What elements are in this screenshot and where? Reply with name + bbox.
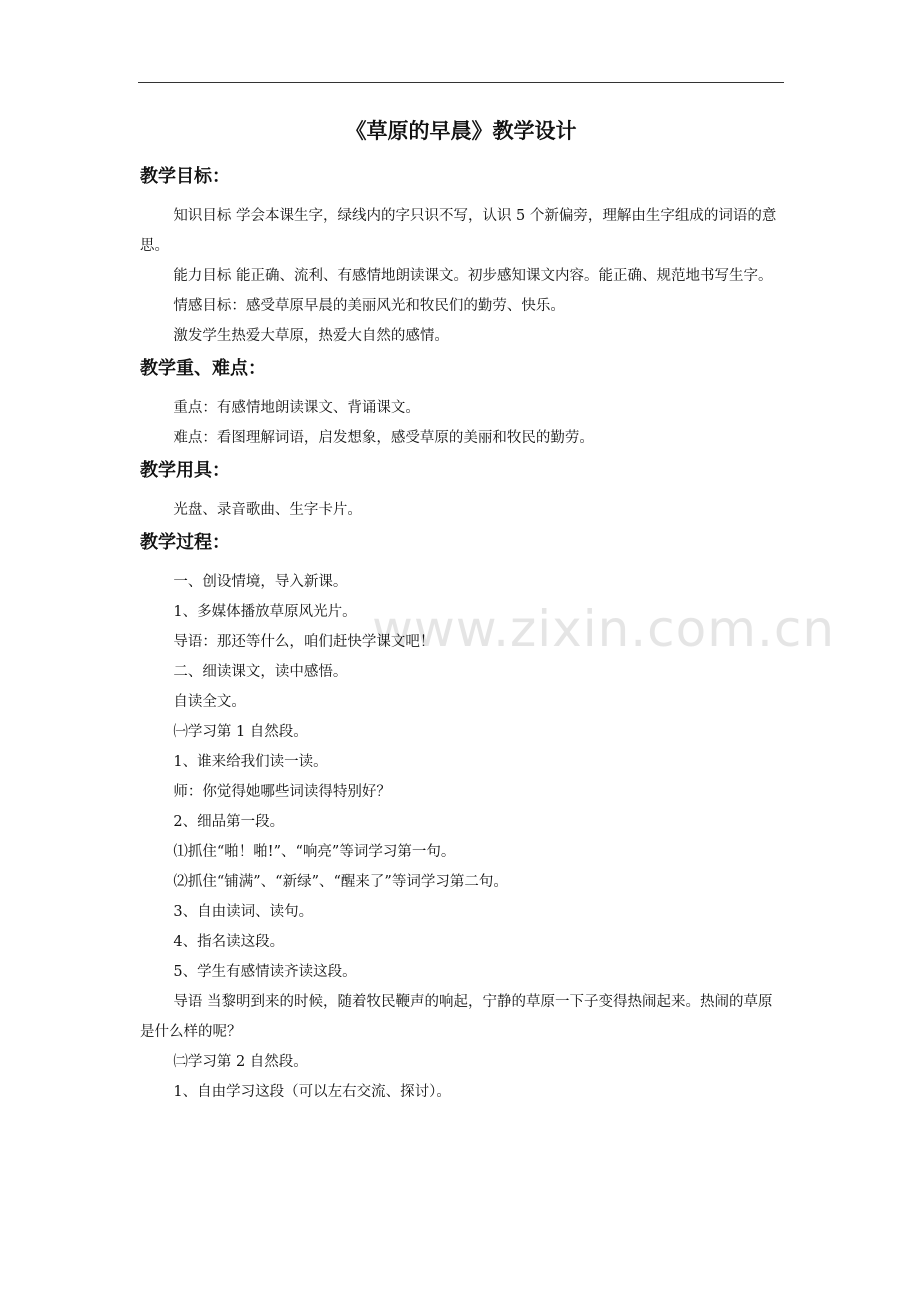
paragraph: 一、创设情境，导入新课。 [173,574,348,590]
paragraph: 4、指名读这段。 [173,934,285,950]
paragraph: 导语 当黎明到来的时候，随着牧民鞭声的响起，宁静的草原一下子变得热闹起来。热闹的草原是什么样的呢？ [140,994,773,1040]
document-title: 《草原的早晨》教学设计 [345,119,577,143]
section-heading-goals: 教学目标： [140,166,230,187]
paragraph: 情感目标：感受草原早晨的美丽风光和牧民们的勤劳、快乐。 [173,298,565,314]
paragraph: 自读全文。 [173,694,246,710]
paragraph: 5、学生有感情读齐读这段。 [173,964,357,980]
header-rule [138,82,784,83]
paragraph: ⑵抓住“铺满”、“新绿”、“醒来了”等词学习第二句。 [173,874,508,890]
watermark: www.zixin.com.cn [372,600,836,658]
paragraph: 师：你觉得她哪些词读得特别好？ [173,784,391,800]
paragraph: 3、自由读词、读句。 [173,904,314,920]
paragraph: ㈡学习第 2 自然段。 [173,1054,308,1070]
paragraph: 重点：有感情地朗读课文、背诵课文。 [173,400,420,416]
paragraph: 能力目标 能正确、流利、有感情地朗读课文。初步感知课文内容。能正确、规范地书写生字。 [173,268,773,284]
paragraph: 1、谁来给我们读一读。 [173,754,328,770]
section-heading-process: 教学过程： [140,532,230,553]
paragraph: 导语：那还等什么，咱们赶快学课文吧！ [173,634,435,650]
paragraph: ⑴抓住“啪！啪!”、“响亮”等词学习第一句。 [173,844,456,860]
paragraph: 1、自由学习这段（可以左右交流、探讨）。 [173,1084,451,1100]
document-body [140,114,782,1107]
paragraph: 知识目标 学会本课生字，绿线内的字只识不写，认识 5 个新偏旁，理解由生字组成的词语的意思。 [140,208,777,254]
paragraph: 激发学生热爱大草原，热爱大自然的感情。 [173,328,449,344]
paragraph: 2、细品第一段。 [173,814,285,830]
section-heading-tools: 教学用具： [140,460,230,481]
paragraph: 难点：看图理解词语，启发想象，感受草原的美丽和牧民的勤劳。 [173,430,594,446]
paragraph: 二、细读课文，读中感悟。 [173,664,348,680]
paragraph: 光盘、录音歌曲、生字卡片。 [173,502,362,518]
section-heading-key-points: 教学重、难点： [140,358,266,379]
paragraph: 1、多媒体播放草原风光片。 [173,604,357,620]
paragraph: ㈠学习第 1 自然段。 [173,724,308,740]
